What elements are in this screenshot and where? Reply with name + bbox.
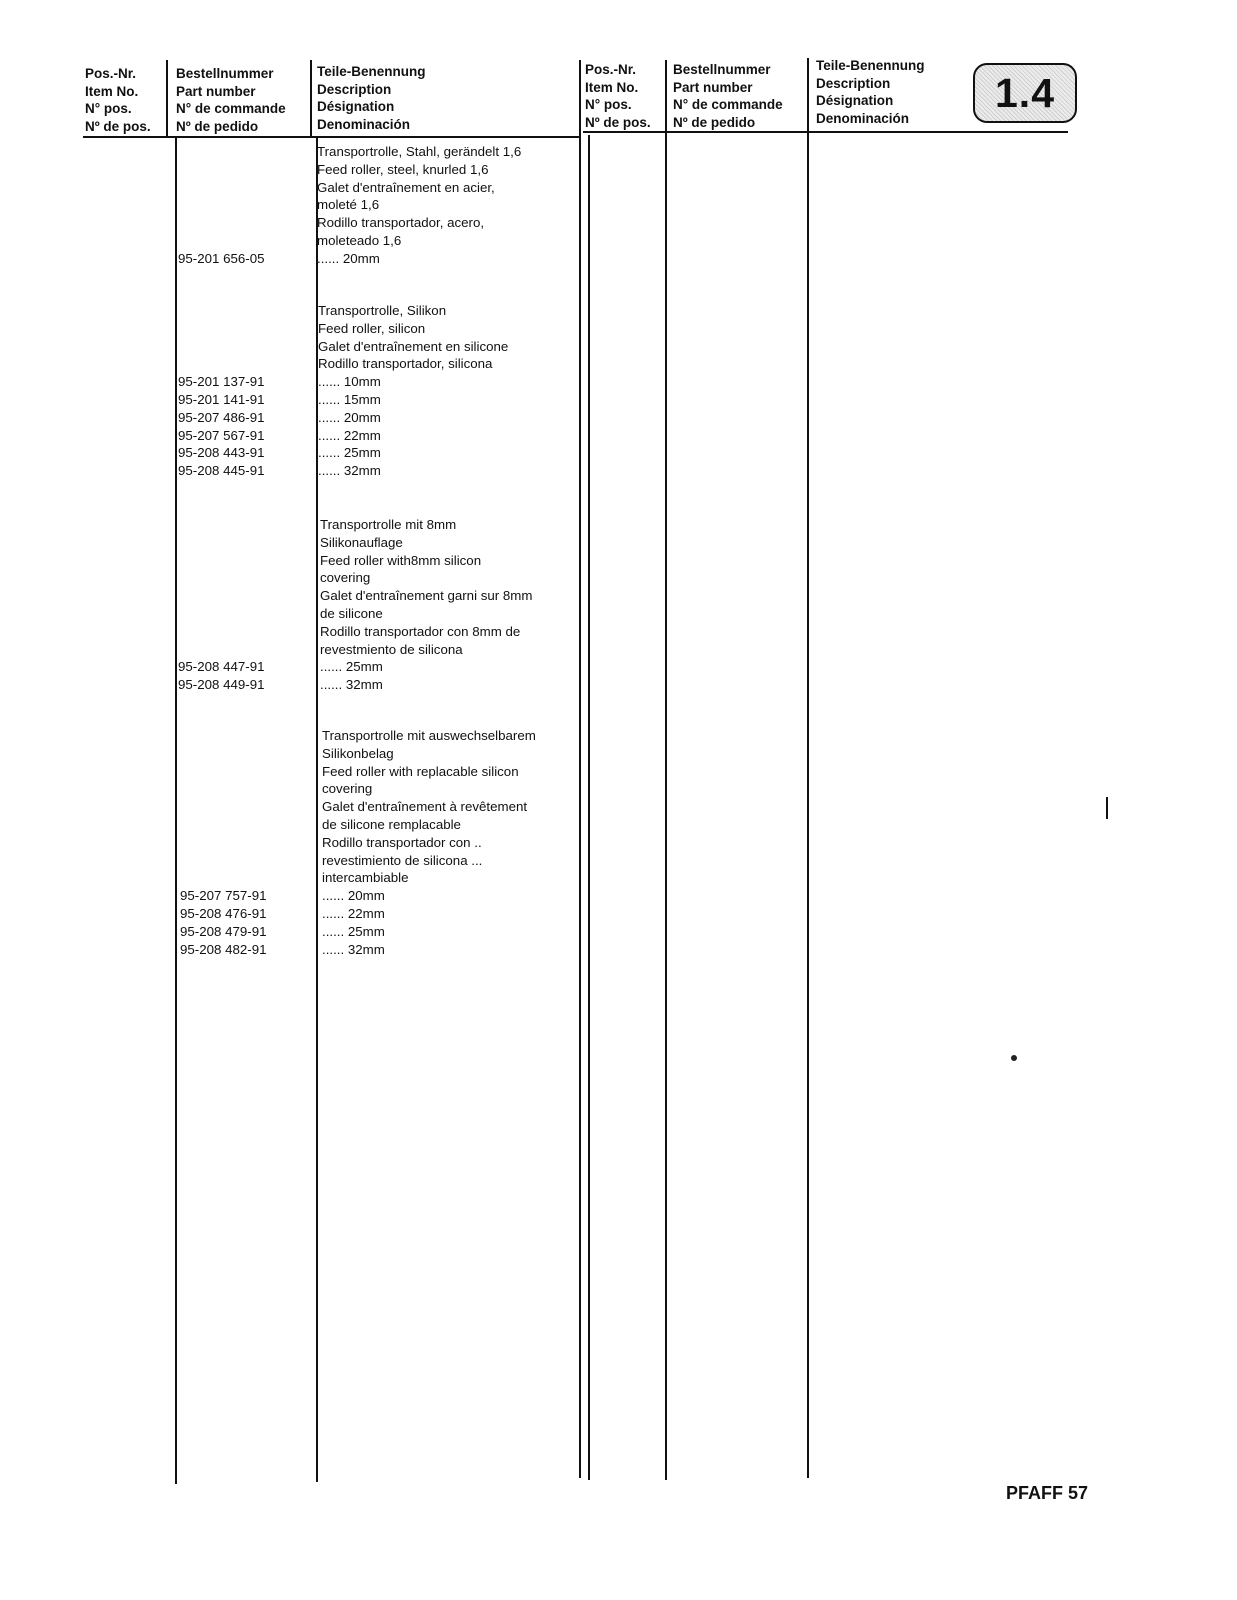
header-pos-left xyxy=(85,65,151,135)
description-line: covering xyxy=(320,570,371,586)
description-line: Silikonauflage xyxy=(320,534,403,550)
description-line: Galet d'entraînement en acier, xyxy=(317,179,495,195)
part-number: 95-208 449-91 xyxy=(178,677,265,693)
description-block xyxy=(322,727,536,958)
description-block xyxy=(317,143,521,268)
part-number: 95-201 137-91 xyxy=(178,374,265,390)
header-pos-right xyxy=(585,61,651,131)
header-desc-left xyxy=(317,63,426,133)
column-divider xyxy=(166,60,168,138)
size-value: ...... 25mm xyxy=(322,923,385,939)
size-value: ...... 32mm xyxy=(320,677,383,693)
size-value: ...... 22mm xyxy=(322,905,385,921)
part-number: 95-201 656-05 xyxy=(178,250,265,266)
description-line: Silikonbelag xyxy=(322,745,394,761)
size-value: ...... 20mm xyxy=(322,888,385,904)
header-pos-en: Item No. xyxy=(585,79,639,95)
header-part-fr: N° de commande xyxy=(176,101,286,116)
part-number: 95-207 567-91 xyxy=(178,427,265,443)
part-number-block xyxy=(180,887,267,958)
description-line: Feed roller, silicon xyxy=(318,320,426,336)
header-pos-fr: N° pos. xyxy=(585,97,632,112)
description-line: Transportrolle mit auswechselbarem xyxy=(322,728,536,743)
header-desc-de: Teile-Benennung xyxy=(816,58,925,73)
section-number: 1.4 xyxy=(995,69,1055,116)
description-line: Transportrolle, Stahl, gerändelt 1,6 xyxy=(317,144,522,159)
description-line: de silicone remplacable xyxy=(322,816,461,832)
part-number: 95-207 757-91 xyxy=(180,888,267,904)
part-number: 95-208 482-91 xyxy=(180,941,267,957)
description-line: Transportrolle, Silikon xyxy=(318,303,447,318)
header-part-de: Bestellnummer xyxy=(673,62,771,77)
part-number-block xyxy=(178,250,265,268)
header-part-right xyxy=(673,61,783,131)
header-pos-es: Nº de pos. xyxy=(85,118,151,134)
description-line: moleteado 1,6 xyxy=(317,232,402,248)
size-value: ...... 10mm xyxy=(318,374,381,390)
part-number: 95-208 476-91 xyxy=(180,905,267,921)
header-pos-es: Nº de pos. xyxy=(585,114,651,130)
description-line: revestmiento de silicona xyxy=(320,641,463,657)
part-number: 95-208 445-91 xyxy=(178,463,265,479)
page-footer: PFAFF 57 xyxy=(1006,1483,1089,1503)
part-number-block xyxy=(178,658,265,694)
header-part-left xyxy=(176,65,286,135)
description-line: Rodillo transportador, silicona xyxy=(318,356,493,372)
size-value: ...... 25mm xyxy=(318,445,381,461)
header-pos-de: Pos.-Nr. xyxy=(85,66,137,81)
header-desc-en: Description xyxy=(816,75,891,91)
description-block xyxy=(320,516,532,694)
size-value: ...... 20mm xyxy=(318,409,381,425)
description-line: Galet d'entraînement garni sur 8mm xyxy=(320,588,533,604)
column-divider xyxy=(588,135,590,1480)
header-desc-fr: Désignation xyxy=(317,99,395,114)
part-number: 95-208 447-91 xyxy=(178,659,265,675)
scan-speck xyxy=(1011,1055,1017,1061)
size-value: ...... 32mm xyxy=(318,463,381,479)
header-part-en: Part number xyxy=(176,83,256,99)
description-block xyxy=(318,302,508,480)
description-line: Galet d'entraînement en silicone xyxy=(318,338,509,354)
description-line: revestimiento de silicona ... xyxy=(322,852,483,868)
size-value: ...... 22mm xyxy=(318,427,381,443)
header-desc-fr: Désignation xyxy=(816,93,894,108)
column-divider xyxy=(310,60,312,138)
description-line: Galet d'entraînement à revêtement xyxy=(322,799,528,815)
description-line: Rodillo transportador con .. xyxy=(322,834,482,850)
column-divider xyxy=(665,60,667,1480)
description-line: Transportrolle mit 8mm xyxy=(320,517,457,532)
scan-mark xyxy=(1106,797,1108,819)
section-badge xyxy=(973,63,1077,123)
header-part-fr: N° de commande xyxy=(673,97,783,112)
description-line: de silicone xyxy=(320,605,383,621)
header-pos-en: Item No. xyxy=(85,83,139,99)
header-desc-de: Teile-Benennung xyxy=(317,64,426,79)
part-number-block xyxy=(178,373,265,480)
part-number: 95-208 443-91 xyxy=(178,445,265,461)
header-desc-en: Description xyxy=(317,81,392,97)
header-rule-right xyxy=(583,131,1068,133)
column-divider xyxy=(807,58,809,1478)
description-line: Feed roller with8mm silicon xyxy=(320,552,482,568)
part-number: 95-208 479-91 xyxy=(180,923,267,939)
part-number: 95-207 486-91 xyxy=(178,409,265,425)
header-desc-right xyxy=(816,57,925,127)
header-part-en: Part number xyxy=(673,79,753,95)
description-line: covering xyxy=(322,781,373,797)
description-line: intercambiable xyxy=(322,870,409,886)
header-part-es: Nº de pedido xyxy=(176,118,259,134)
size-value: ...... 32mm xyxy=(322,941,385,957)
header-rule-left xyxy=(83,136,579,138)
header-pos-fr: N° pos. xyxy=(85,101,132,116)
size-value: ...... 15mm xyxy=(318,391,381,407)
header-pos-de: Pos.-Nr. xyxy=(585,62,637,77)
header-desc-es: Denominación xyxy=(317,116,411,132)
size-value: ...... 25mm xyxy=(320,659,383,675)
description-line: Rodillo transportador con 8mm de xyxy=(320,623,521,639)
column-divider xyxy=(175,138,177,1484)
description-line: Feed roller with replacable silicon xyxy=(322,763,519,779)
column-divider xyxy=(579,60,581,1478)
description-line: moleté 1,6 xyxy=(317,197,380,213)
description-line: Feed roller, steel, knurled 1,6 xyxy=(317,161,489,177)
header-desc-es: Denominación xyxy=(816,110,910,126)
part-number: 95-201 141-91 xyxy=(178,391,265,407)
description-line: Rodillo transportador, acero, xyxy=(317,215,485,231)
size-value: ...... 20mm xyxy=(317,250,380,266)
header-part-de: Bestellnummer xyxy=(176,66,274,81)
header-part-es: Nº de pedido xyxy=(673,114,756,130)
